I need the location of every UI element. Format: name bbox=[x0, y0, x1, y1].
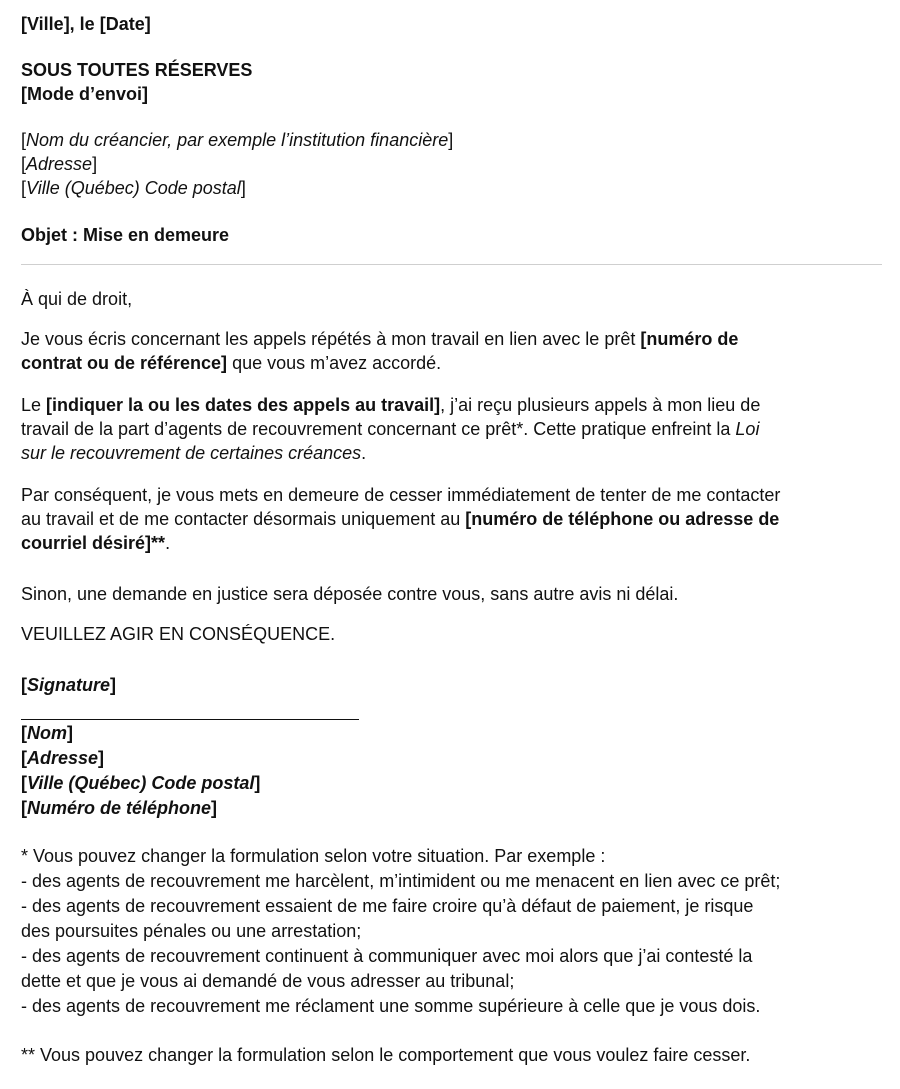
sender-name-line bbox=[21, 721, 73, 745]
bracket: [ bbox=[21, 675, 27, 695]
divider bbox=[21, 264, 882, 265]
signature-label: Signature bbox=[27, 675, 111, 695]
recipient-name: Nom du créancier, par exemple l’institution financière bbox=[26, 130, 449, 150]
note-1: * Vous pouvez changer la formulation selon votre situation. Par exemple : bbox=[21, 846, 606, 866]
subject-line: Objet : Mise en demeure bbox=[21, 225, 230, 245]
law-title: sur le recouvrement de certaines créances bbox=[21, 443, 362, 463]
paragraph-1-line-2 bbox=[21, 351, 441, 375]
bracket: [ bbox=[21, 154, 27, 174]
note-example-2-line-1: - des agents de recouvrement essaient de me faire croire qu’à défaut de paiement, je risque bbox=[21, 896, 754, 916]
signature-rule bbox=[21, 719, 359, 720]
recipient-city: Ville (Québec) Code postal bbox=[26, 178, 241, 198]
bracket: [ bbox=[21, 773, 27, 793]
signature-line bbox=[21, 673, 116, 697]
bracket: ] bbox=[98, 748, 105, 768]
placeholder-dates: [indiquer la ou les dates des appels au travail] bbox=[46, 395, 441, 415]
note-example-3-line-2: dette et que je vous ai demandé de vous adresser au tribunal; bbox=[21, 971, 515, 991]
recipient-address: Adresse bbox=[26, 154, 93, 174]
salutation: À qui de droit, bbox=[21, 289, 133, 309]
paragraph-3-line-2 bbox=[21, 507, 779, 531]
bracket: ] bbox=[110, 675, 117, 695]
send-mode-line: [Mode d’envoi] bbox=[21, 84, 148, 104]
paragraph-5: VEUILLEZ AGIR EN CONSÉQUENCE. bbox=[21, 624, 336, 644]
bracket: ] bbox=[240, 178, 246, 198]
recipient-city-line bbox=[21, 176, 246, 200]
bracket: ] bbox=[254, 773, 261, 793]
sender-name: Nom bbox=[27, 723, 67, 743]
text: travail de la part d’agents de recouvrement concernant ce prêt*. Cette pratique enfreint la bbox=[21, 419, 736, 439]
placeholder-contract: [numéro de bbox=[640, 329, 739, 349]
note-example-4: - des agents de recouvrement me réclament une somme supérieure à celle que je vous dois. bbox=[21, 996, 761, 1016]
bracket: [ bbox=[21, 723, 27, 743]
text: Le bbox=[21, 395, 47, 415]
paragraph-3-line-1: Par conséquent, je vous mets en demeure de cesser immédiatement de tenter de me contacter bbox=[21, 485, 781, 505]
recipient-name-line bbox=[21, 128, 453, 152]
placeholder-contact: courriel désiré]** bbox=[21, 533, 166, 553]
text: Je vous écris concernant les appels répétés à mon travail en lien avec le prêt bbox=[21, 329, 641, 349]
bracket: ] bbox=[92, 154, 98, 174]
placeholder-contract: contrat ou de référence] bbox=[21, 353, 228, 373]
without-prejudice-heading: SOUS TOUTES RÉSERVES bbox=[21, 60, 253, 80]
bracket: [ bbox=[21, 178, 27, 198]
sender-phone-line bbox=[21, 796, 217, 820]
bracket: ] bbox=[448, 130, 454, 150]
text: au travail et de me contacter désormais uniquement au bbox=[21, 509, 466, 529]
bracket: ] bbox=[67, 723, 73, 743]
text: . bbox=[361, 443, 367, 463]
sender-address-line bbox=[21, 746, 104, 770]
sender-city-line bbox=[21, 771, 260, 795]
recipient-address-line bbox=[21, 152, 97, 176]
sender-city: Ville (Québec) Code postal bbox=[27, 773, 255, 793]
note-example-2-line-2: des poursuites pénales ou une arrestation; bbox=[21, 921, 362, 941]
paragraph-2-line-1 bbox=[21, 393, 760, 417]
text: . bbox=[165, 533, 171, 553]
paragraph-3-line-3 bbox=[21, 531, 170, 555]
text: que vous m’avez accordé. bbox=[227, 353, 442, 373]
paragraph-2-line-2 bbox=[21, 417, 759, 441]
city-date-line: [Ville], le [Date] bbox=[21, 14, 151, 34]
paragraph-4: Sinon, une demande en justice sera déposée contre vous, sans autre avis ni délai. bbox=[21, 584, 679, 604]
text: , j’ai reçu plusieurs appels à mon lieu de bbox=[440, 395, 761, 415]
paragraph-2-line-3 bbox=[21, 441, 366, 465]
note-example-1: - des agents de recouvrement me harcèlent, m’intimident ou me menacent en lien avec ce prêt; bbox=[21, 871, 781, 891]
note-example-3-line-1: - des agents de recouvrement continuent à communiquer avec moi alors que j’ai contesté la bbox=[21, 946, 753, 966]
bracket: [ bbox=[21, 130, 27, 150]
paragraph-1-line-1 bbox=[21, 327, 738, 351]
bracket: ] bbox=[211, 798, 218, 818]
sender-phone: Numéro de téléphone bbox=[27, 798, 212, 818]
bracket: [ bbox=[21, 748, 27, 768]
bracket: [ bbox=[21, 798, 27, 818]
note-2: ** Vous pouvez changer la formulation selon le comportement que vous voulez faire cesser. bbox=[21, 1045, 751, 1065]
law-title: Loi bbox=[735, 419, 760, 439]
sender-address: Adresse bbox=[27, 748, 99, 768]
placeholder-contact: [numéro de téléphone ou adresse de bbox=[465, 509, 780, 529]
